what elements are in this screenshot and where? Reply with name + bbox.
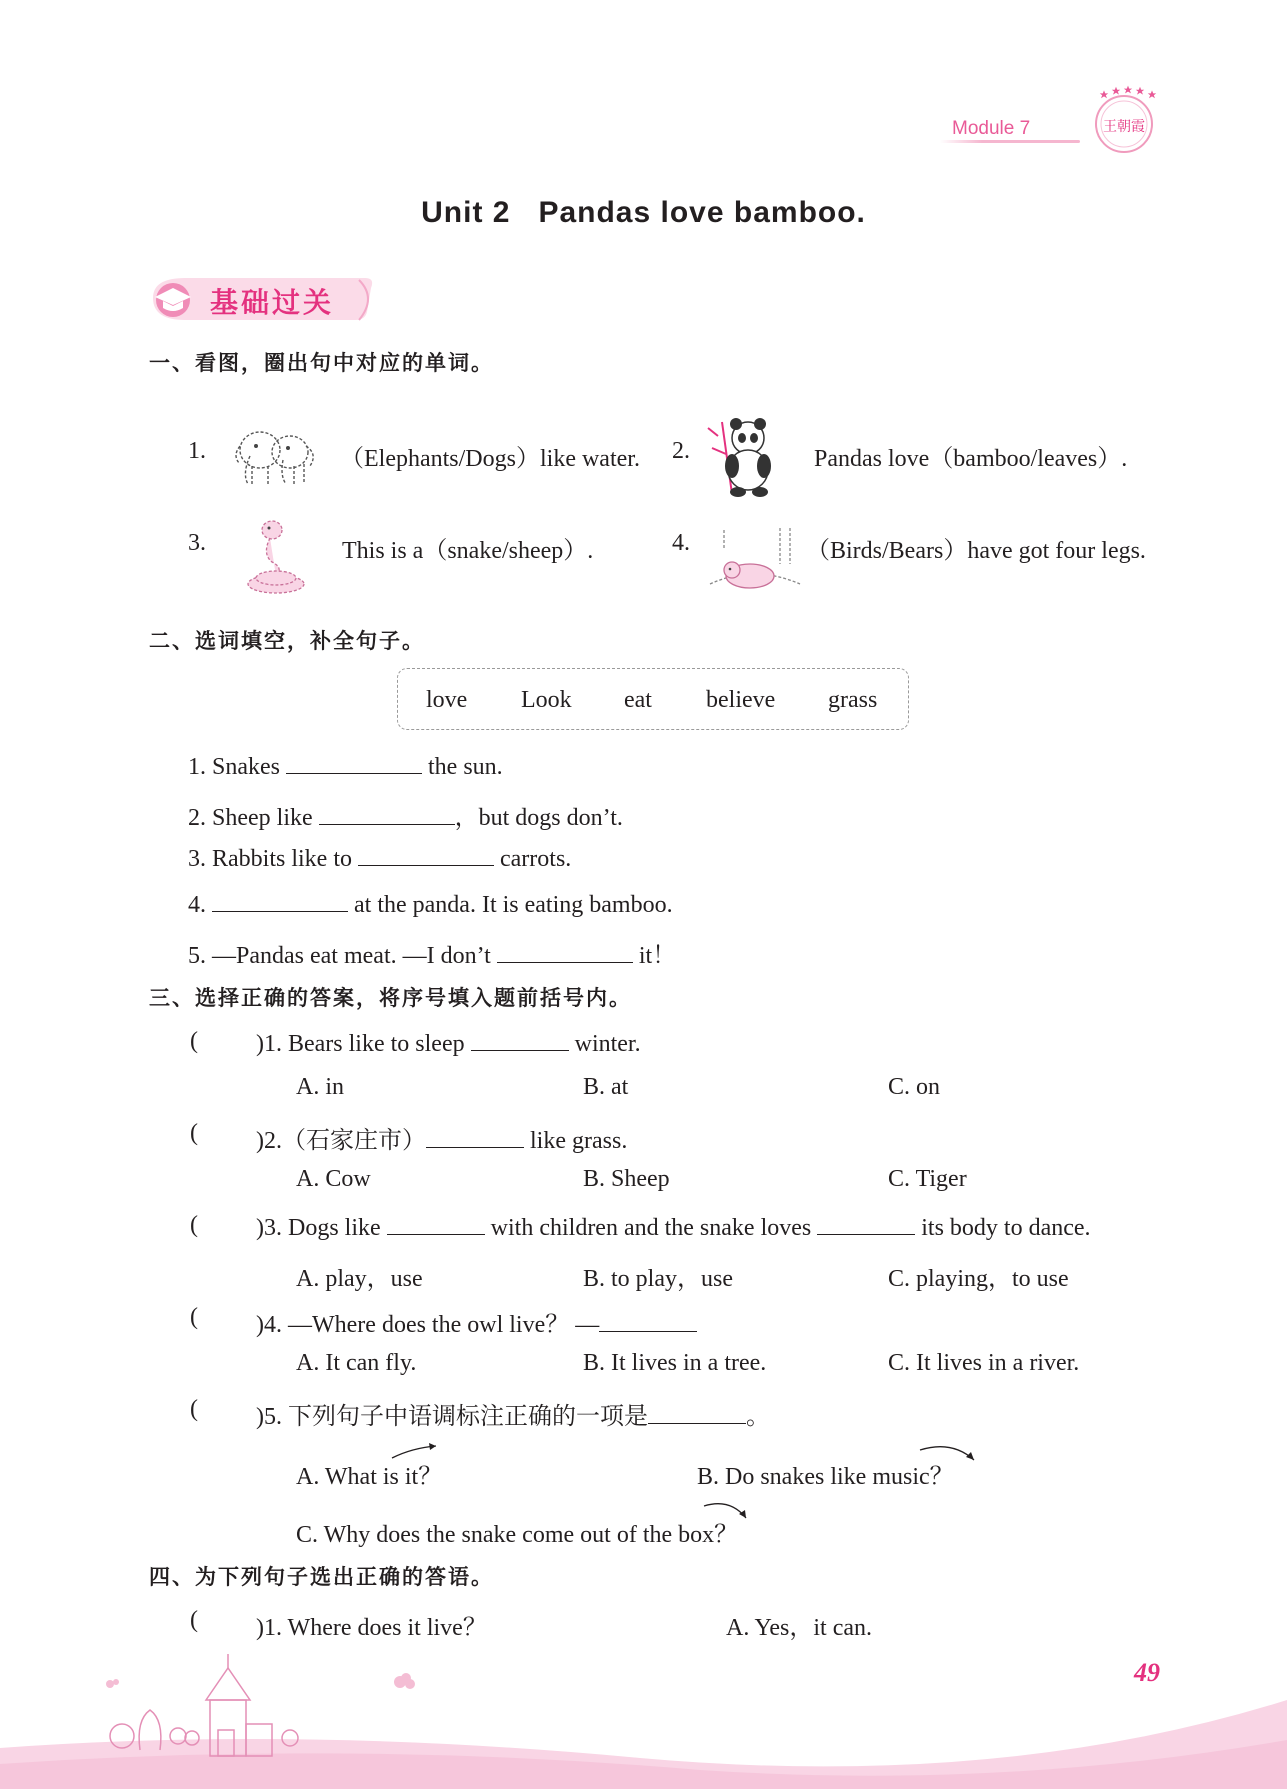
sentence-text: 2. Sheep like <box>188 805 319 831</box>
part2-heading: 二、选词填空，补全句子。 <box>149 629 425 653</box>
question-stem <box>256 1212 1091 1242</box>
word-bank-item: eat <box>624 687 652 713</box>
section-banner-title: 基础过关 <box>210 286 335 319</box>
option-c[interactable]: C. Tiger <box>888 1166 967 1192</box>
question-stem <box>256 1396 770 1431</box>
option-c[interactable]: C. playing，to use <box>888 1266 1069 1292</box>
answer-paren[interactable]: ( <box>190 1396 198 1422</box>
stem-text: winter. <box>568 1031 641 1057</box>
sentence-text: ，but dogs don’t. <box>454 805 623 831</box>
answer-blank[interactable] <box>426 1125 524 1148</box>
stem-text: 。 <box>746 1404 770 1430</box>
stem-text: )5. 下列句子中语调标注正确的一项是 <box>256 1404 648 1430</box>
stem-text: like grass. <box>524 1128 628 1154</box>
stem-text: )1. Bears like to sleep <box>256 1031 471 1057</box>
answer-blank[interactable] <box>817 1212 915 1235</box>
option-a[interactable]: A. in <box>296 1074 344 1100</box>
answer-paren[interactable]: ( <box>190 1607 198 1633</box>
question-stem <box>256 1304 697 1339</box>
module-label: Module 7 <box>952 118 1031 139</box>
falling-intonation-arrow-icon <box>700 1498 754 1524</box>
part1-heading: 一、看图，圈出句中对应的单词。 <box>149 351 494 375</box>
part1-item-number: 1. <box>188 438 206 464</box>
option-c[interactable]: C. Why does the snake come out of the box？ <box>296 1522 739 1548</box>
bear-picture <box>704 524 804 596</box>
word-bank <box>397 668 909 730</box>
footer-decoration <box>0 1640 1287 1789</box>
rising-intonation-arrow-icon <box>388 1442 442 1462</box>
option-c[interactable]: C. on <box>888 1074 941 1100</box>
sentence-text: 1. Snakes <box>188 754 286 780</box>
sentence-text: 4. <box>188 892 212 918</box>
sentence-text: the sun. <box>422 754 503 780</box>
logo-text: 王朝霞 <box>1103 119 1145 135</box>
answer-blank[interactable] <box>599 1309 697 1332</box>
question-stem: )1. Where does it live？ <box>256 1615 487 1641</box>
answer-paren[interactable]: ( <box>190 1212 198 1238</box>
page-title: Unit 2 Pandas love bamboo. <box>421 196 866 229</box>
option-b[interactable]: B. Sheep <box>583 1166 670 1192</box>
answer-paren[interactable]: ( <box>190 1120 198 1146</box>
sentence-text: 5. —Pandas eat meat. —I don’t <box>188 943 497 969</box>
answer-blank[interactable] <box>471 1028 569 1051</box>
part3-heading: 三、选择正确的答案，将序号填入题前括号内。 <box>149 986 632 1010</box>
part4-heading: 四、为下列句子选出正确的答语。 <box>149 1565 494 1589</box>
part1-item-number: 2. <box>672 438 690 464</box>
question-stem <box>256 1028 641 1058</box>
elephants-picture <box>228 416 324 492</box>
option-b[interactable]: B. to play，use <box>583 1266 733 1292</box>
part1-item-text: This is a（snake/sheep）. <box>342 538 594 564</box>
option-a[interactable]: A. play，use <box>296 1266 423 1292</box>
answer-blank[interactable] <box>497 940 633 963</box>
question-stem <box>256 1120 627 1155</box>
answer-blank[interactable] <box>319 802 455 825</box>
option-b[interactable]: B. at <box>583 1074 629 1100</box>
option-a[interactable]: A. It can fly. <box>296 1350 417 1376</box>
panda-picture <box>702 414 788 500</box>
sentence-text: 3. Rabbits like to <box>188 846 358 872</box>
option-c[interactable]: C. It lives in a river. <box>888 1350 1080 1376</box>
answer-blank[interactable] <box>286 751 422 774</box>
part1-item-text: （Elephants/Dogs）like water. <box>340 446 640 472</box>
answer-option[interactable]: A. Yes，it can. <box>726 1615 873 1641</box>
option-a[interactable]: A. What is it？ <box>296 1464 443 1490</box>
option-b[interactable]: B. It lives in a tree. <box>583 1350 767 1376</box>
answer-paren[interactable]: ( <box>190 1304 198 1330</box>
stem-text: with children and the snake loves <box>484 1215 818 1241</box>
word-bank-item: Look <box>521 687 572 713</box>
sentence-text: at the panda. It is eating bamboo. <box>348 892 673 918</box>
page-number: 49 <box>1134 1658 1160 1687</box>
cloud-icon <box>106 1673 415 1689</box>
stem-text: its body to dance. <box>915 1215 1091 1241</box>
part1-item-number: 3. <box>188 530 206 556</box>
fill-sentence <box>188 889 673 919</box>
answer-blank[interactable] <box>212 889 348 912</box>
stem-text: )4. —Where does the owl live？ — <box>256 1312 600 1338</box>
fill-sentence <box>188 797 623 832</box>
part1-item-number: 4. <box>672 530 690 556</box>
module-underline <box>940 140 1080 143</box>
fill-sentence <box>188 843 571 873</box>
answer-blank[interactable] <box>648 1401 746 1424</box>
snake-picture <box>242 518 312 600</box>
word-bank-item: grass <box>828 687 878 713</box>
word-bank-item: love <box>426 687 468 713</box>
fill-sentence <box>188 935 676 970</box>
fill-sentence <box>188 751 503 781</box>
falling-intonation-arrow-icon <box>916 1440 980 1466</box>
sentence-text: carrots. <box>494 846 572 872</box>
part1-item-text: （Birds/Bears）have got four legs. <box>806 538 1146 564</box>
option-a[interactable]: A. Cow <box>296 1166 371 1192</box>
stem-text: )3. Dogs like <box>256 1215 387 1241</box>
answer-blank[interactable] <box>358 843 494 866</box>
part1-item-text: Pandas love（bamboo/leaves）. <box>814 446 1128 472</box>
word-bank-item: believe <box>706 687 776 713</box>
answer-paren[interactable]: ( <box>190 1028 198 1054</box>
stem-text: )2.（石家庄市） <box>256 1128 426 1154</box>
sentence-text: it！ <box>632 943 677 969</box>
publisher-logo <box>1086 82 1162 158</box>
option-b[interactable]: B. Do snakes like music？ <box>697 1464 954 1490</box>
answer-blank[interactable] <box>387 1212 485 1235</box>
